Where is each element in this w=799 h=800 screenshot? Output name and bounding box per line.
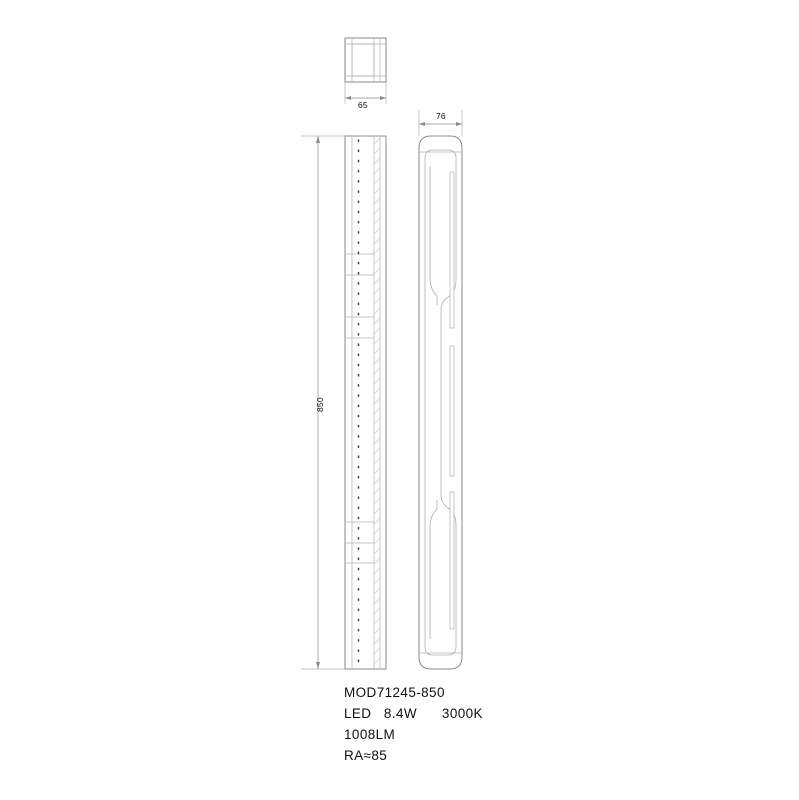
side-view-group xyxy=(419,136,462,669)
spec-lumens: 1008LM xyxy=(344,726,396,742)
dimension-label-front-view-height: 850 xyxy=(315,397,325,412)
top-view-group xyxy=(345,38,386,82)
front-view-group xyxy=(345,122,386,680)
spec-lamp: LED 8.4W 3000K xyxy=(344,705,483,721)
dimension-label-top-view-width: 65 xyxy=(358,100,368,110)
dimension-label-side-view-width: 76 xyxy=(436,111,446,121)
spec-model: MOD71245-850 xyxy=(344,685,445,700)
spec-cri: RA≈85 xyxy=(344,747,388,763)
specification-block xyxy=(344,683,674,767)
